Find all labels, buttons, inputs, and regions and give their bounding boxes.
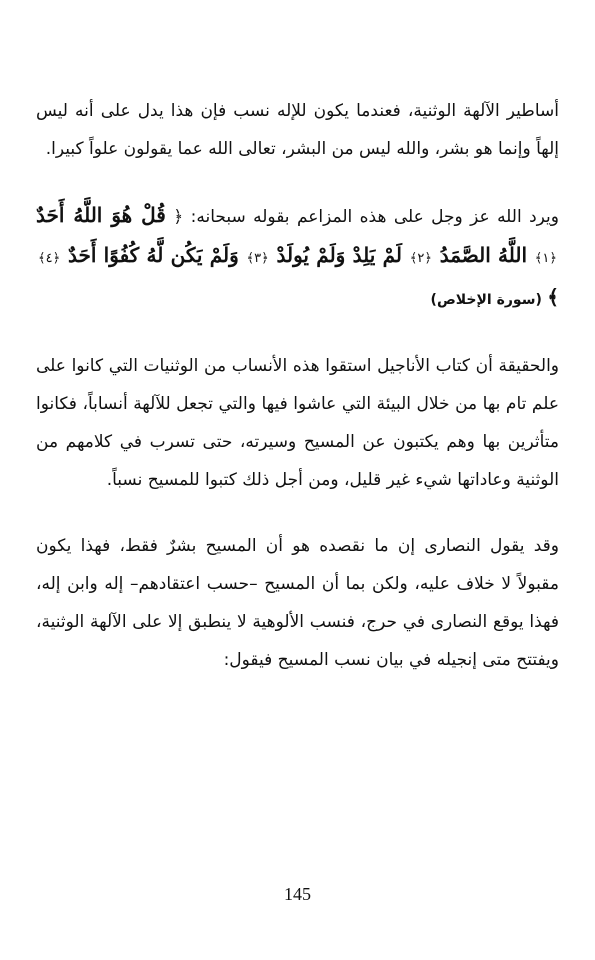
verse-number-marker-3: ﴿٣﴾ <box>246 251 269 266</box>
page-body <box>36 92 559 679</box>
verse-number-marker-2: ﴿٢﴾ <box>409 251 432 266</box>
quran-verse-3: لَمْ يَلِدْ وَلَمْ يُولَدْ <box>276 243 403 267</box>
surah-reference: (سورة الإخلاص) <box>430 292 542 308</box>
paragraph-3: والحقيقة أن كتاب الأناجيل استقوا هذه الأنساب من الوثنيات التي كانوا على علم تام بها من خلال البيئة التي عاشوا فيها والتي تجعل للآلهة أنساباً، فكانوا متأثرين بها وهم يكتبون عن المسيح وسيرته، حتى تسرب في كلامهم من الوثنية وعاداتها شيء غير قليل، ومن أجل ذلك كتبوا للمسيح نسباً. <box>36 356 559 490</box>
quran-closing-bracket: ﴾ <box>547 285 559 309</box>
paragraph-spacer <box>36 499 559 527</box>
paragraph-2-quran-citation <box>36 196 559 319</box>
paragraph-1: أساطير الآلهة الوثنية، فعندما يكون للإله نسب فإن هذا يدل على أنه ليس إلهاً وإنما هو بشر، والله ليس من البشر، تعالى الله عما يقولون علواً كبيرا. <box>36 101 559 159</box>
paragraph-spacer <box>36 319 559 347</box>
paragraph-spacer <box>36 168 559 196</box>
quran-intro-text: ويرد الله عز وجل على هذه المزاعم بقوله سبحانه: ﴿ <box>173 207 559 227</box>
page-number: 145 <box>284 884 311 904</box>
quran-verse-1: قُلْ هُوَ اللَّهُ أَحَدٌ <box>36 203 166 227</box>
quran-verse-2: اللَّهُ الصَّمَدُ <box>439 243 528 267</box>
quran-verse-4: وَلَمْ يَكُن لَّهُ كُفُوًا أَحَدٌ <box>67 243 239 267</box>
paragraph-4: وقد يقول النصارى إن ما نقصده هو أن المسيح بشرٌ فقط، فهذا يكون مقبولاً لا خلاف عليه، ولكن بما أن المسيح –حسب اعتقادهم– إله وابن إله، فهذا يوقع النصارى في حرج، فنسب الألوهية لا ينطبق إلا على الآلهة الوثنية، ويفتتح متى إنجيله في بيان نسب المسيح فيقول: <box>36 536 559 670</box>
verse-number-marker-4: ﴿٤﴾ <box>38 251 61 266</box>
verse-number-marker-1: ﴿١﴾ <box>534 251 558 266</box>
